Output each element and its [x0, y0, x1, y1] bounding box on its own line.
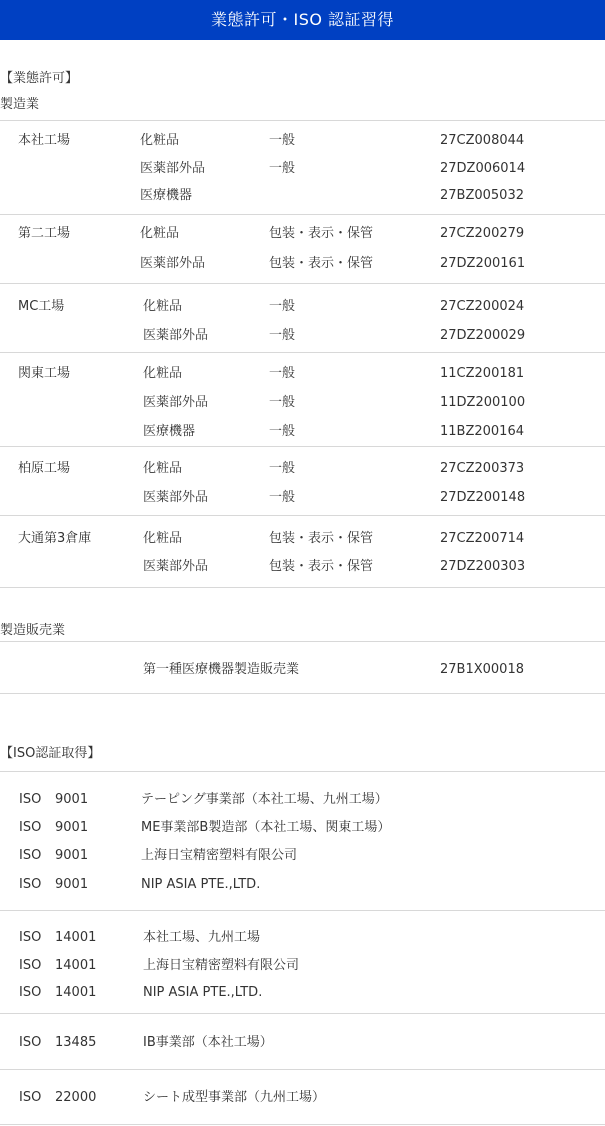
iso-standard-number: 14001 [55, 930, 97, 945]
license-type: 包装・表示・保管 [269, 226, 374, 241]
license-number: 27CZ200714 [440, 531, 525, 546]
iso-scope: IB事業部（本社工場） [143, 1035, 273, 1050]
sales-number: 27B1X00018 [440, 662, 524, 677]
license-category: 医薬部外品 [140, 256, 206, 271]
license-category: 化粧品 [143, 531, 183, 546]
license-category: 医療機器 [140, 188, 193, 203]
license-number: 27DZ200161 [440, 256, 526, 271]
divider [0, 641, 605, 642]
license-category: 化粧品 [143, 461, 183, 476]
license-number: 27BZ005032 [440, 188, 524, 203]
iso-scope: 上海日宝精密塑料有限公司 [141, 848, 298, 863]
license-category: 化粧品 [140, 133, 180, 148]
license-number: 27DZ200029 [440, 328, 526, 343]
license-number: 27CZ200373 [440, 461, 525, 476]
license-type: 一般 [269, 133, 296, 148]
iso-standard-number: 9001 [55, 848, 89, 863]
iso-label: ISO [19, 1090, 42, 1105]
license-category: 医薬部外品 [143, 559, 209, 574]
divider [0, 910, 605, 911]
divider [0, 352, 605, 353]
license-category: 化粧品 [143, 366, 183, 381]
license-type: 一般 [269, 299, 296, 314]
iso-standard-number: 14001 [55, 958, 97, 973]
divider [0, 1069, 605, 1070]
license-category: 医薬部外品 [143, 395, 209, 410]
license-type: 一般 [269, 490, 296, 505]
license-number: 27CZ008044 [440, 133, 525, 148]
iso-label: ISO [19, 930, 42, 945]
site-name: MC工場 [18, 299, 65, 314]
divider [0, 1013, 605, 1014]
license-type: 包装・表示・保管 [269, 256, 374, 271]
iso-standard-number: 14001 [55, 985, 97, 1000]
divider [0, 693, 605, 694]
license-type: 包装・表示・保管 [269, 531, 374, 546]
divider [0, 214, 605, 215]
site-name: 本社工場 [18, 133, 71, 148]
divider [0, 120, 605, 121]
iso-standard-number: 13485 [55, 1035, 97, 1050]
license-number: 27CZ200024 [440, 299, 525, 314]
iso-label: ISO [19, 792, 42, 807]
iso-scope: NIP ASIA PTE.,LTD. [141, 877, 261, 892]
iso-scope: 上海日宝精密塑料有限公司 [143, 958, 300, 973]
iso-label: ISO [19, 848, 42, 863]
iso-standard-number: 9001 [55, 820, 89, 835]
license-type: 一般 [269, 461, 296, 476]
license-number: 27DZ006014 [440, 161, 526, 176]
license-number: 27DZ200148 [440, 490, 526, 505]
iso-scope: シート成型事業部（九州工場） [143, 1090, 326, 1105]
iso-label: ISO [19, 958, 42, 973]
license-category: 化粧品 [140, 226, 180, 241]
sales-category: 第一種医療機器製造販売業 [143, 662, 300, 677]
iso-label: ISO [19, 985, 42, 1000]
iso-heading: 【ISO認証取得】 [0, 746, 101, 761]
license-type: 一般 [269, 366, 296, 381]
iso-standard-number: 9001 [55, 877, 89, 892]
license-number: 27DZ200303 [440, 559, 526, 574]
license-category: 医薬部外品 [143, 328, 209, 343]
iso-scope: 本社工場、九州工場 [143, 930, 261, 945]
site-name: 関東工場 [18, 366, 71, 381]
divider [0, 771, 605, 772]
site-name: 第二工場 [18, 226, 71, 241]
iso-scope: NIP ASIA PTE.,LTD. [143, 985, 263, 1000]
manufacturing-label: 製造業 [0, 97, 40, 112]
license-type: 一般 [269, 424, 296, 439]
divider [0, 515, 605, 516]
iso-scope: ME事業部B製造部（本社工場、関東工場） [141, 820, 391, 835]
license-number: 11CZ200181 [440, 366, 525, 381]
license-heading: 【業態許可】 [0, 71, 79, 86]
iso-scope: テーピング事業部（本社工場、九州工場） [141, 792, 388, 807]
iso-standard-number: 9001 [55, 792, 89, 807]
iso-label: ISO [19, 820, 42, 835]
license-category: 化粧品 [143, 299, 183, 314]
page-title: 業態許可・ISO 認証習得 [0, 0, 605, 40]
iso-label: ISO [19, 877, 42, 892]
license-category: 医薬部外品 [140, 161, 206, 176]
divider [0, 1124, 605, 1125]
license-type: 一般 [269, 161, 296, 176]
license-type: 一般 [269, 328, 296, 343]
license-number: 27CZ200279 [440, 226, 525, 241]
license-type: 一般 [269, 395, 296, 410]
site-name: 柏原工場 [18, 461, 71, 476]
divider [0, 283, 605, 284]
iso-standard-number: 22000 [55, 1090, 97, 1105]
divider [0, 446, 605, 447]
license-number: 11DZ200100 [440, 395, 526, 410]
license-category: 医療機器 [143, 424, 196, 439]
license-number: 11BZ200164 [440, 424, 524, 439]
sales-label: 製造販売業 [0, 623, 66, 638]
site-name: 大通第3倉庫 [18, 531, 92, 546]
license-category: 医薬部外品 [143, 490, 209, 505]
iso-label: ISO [19, 1035, 42, 1050]
license-type: 包装・表示・保管 [269, 559, 374, 574]
divider [0, 587, 605, 588]
